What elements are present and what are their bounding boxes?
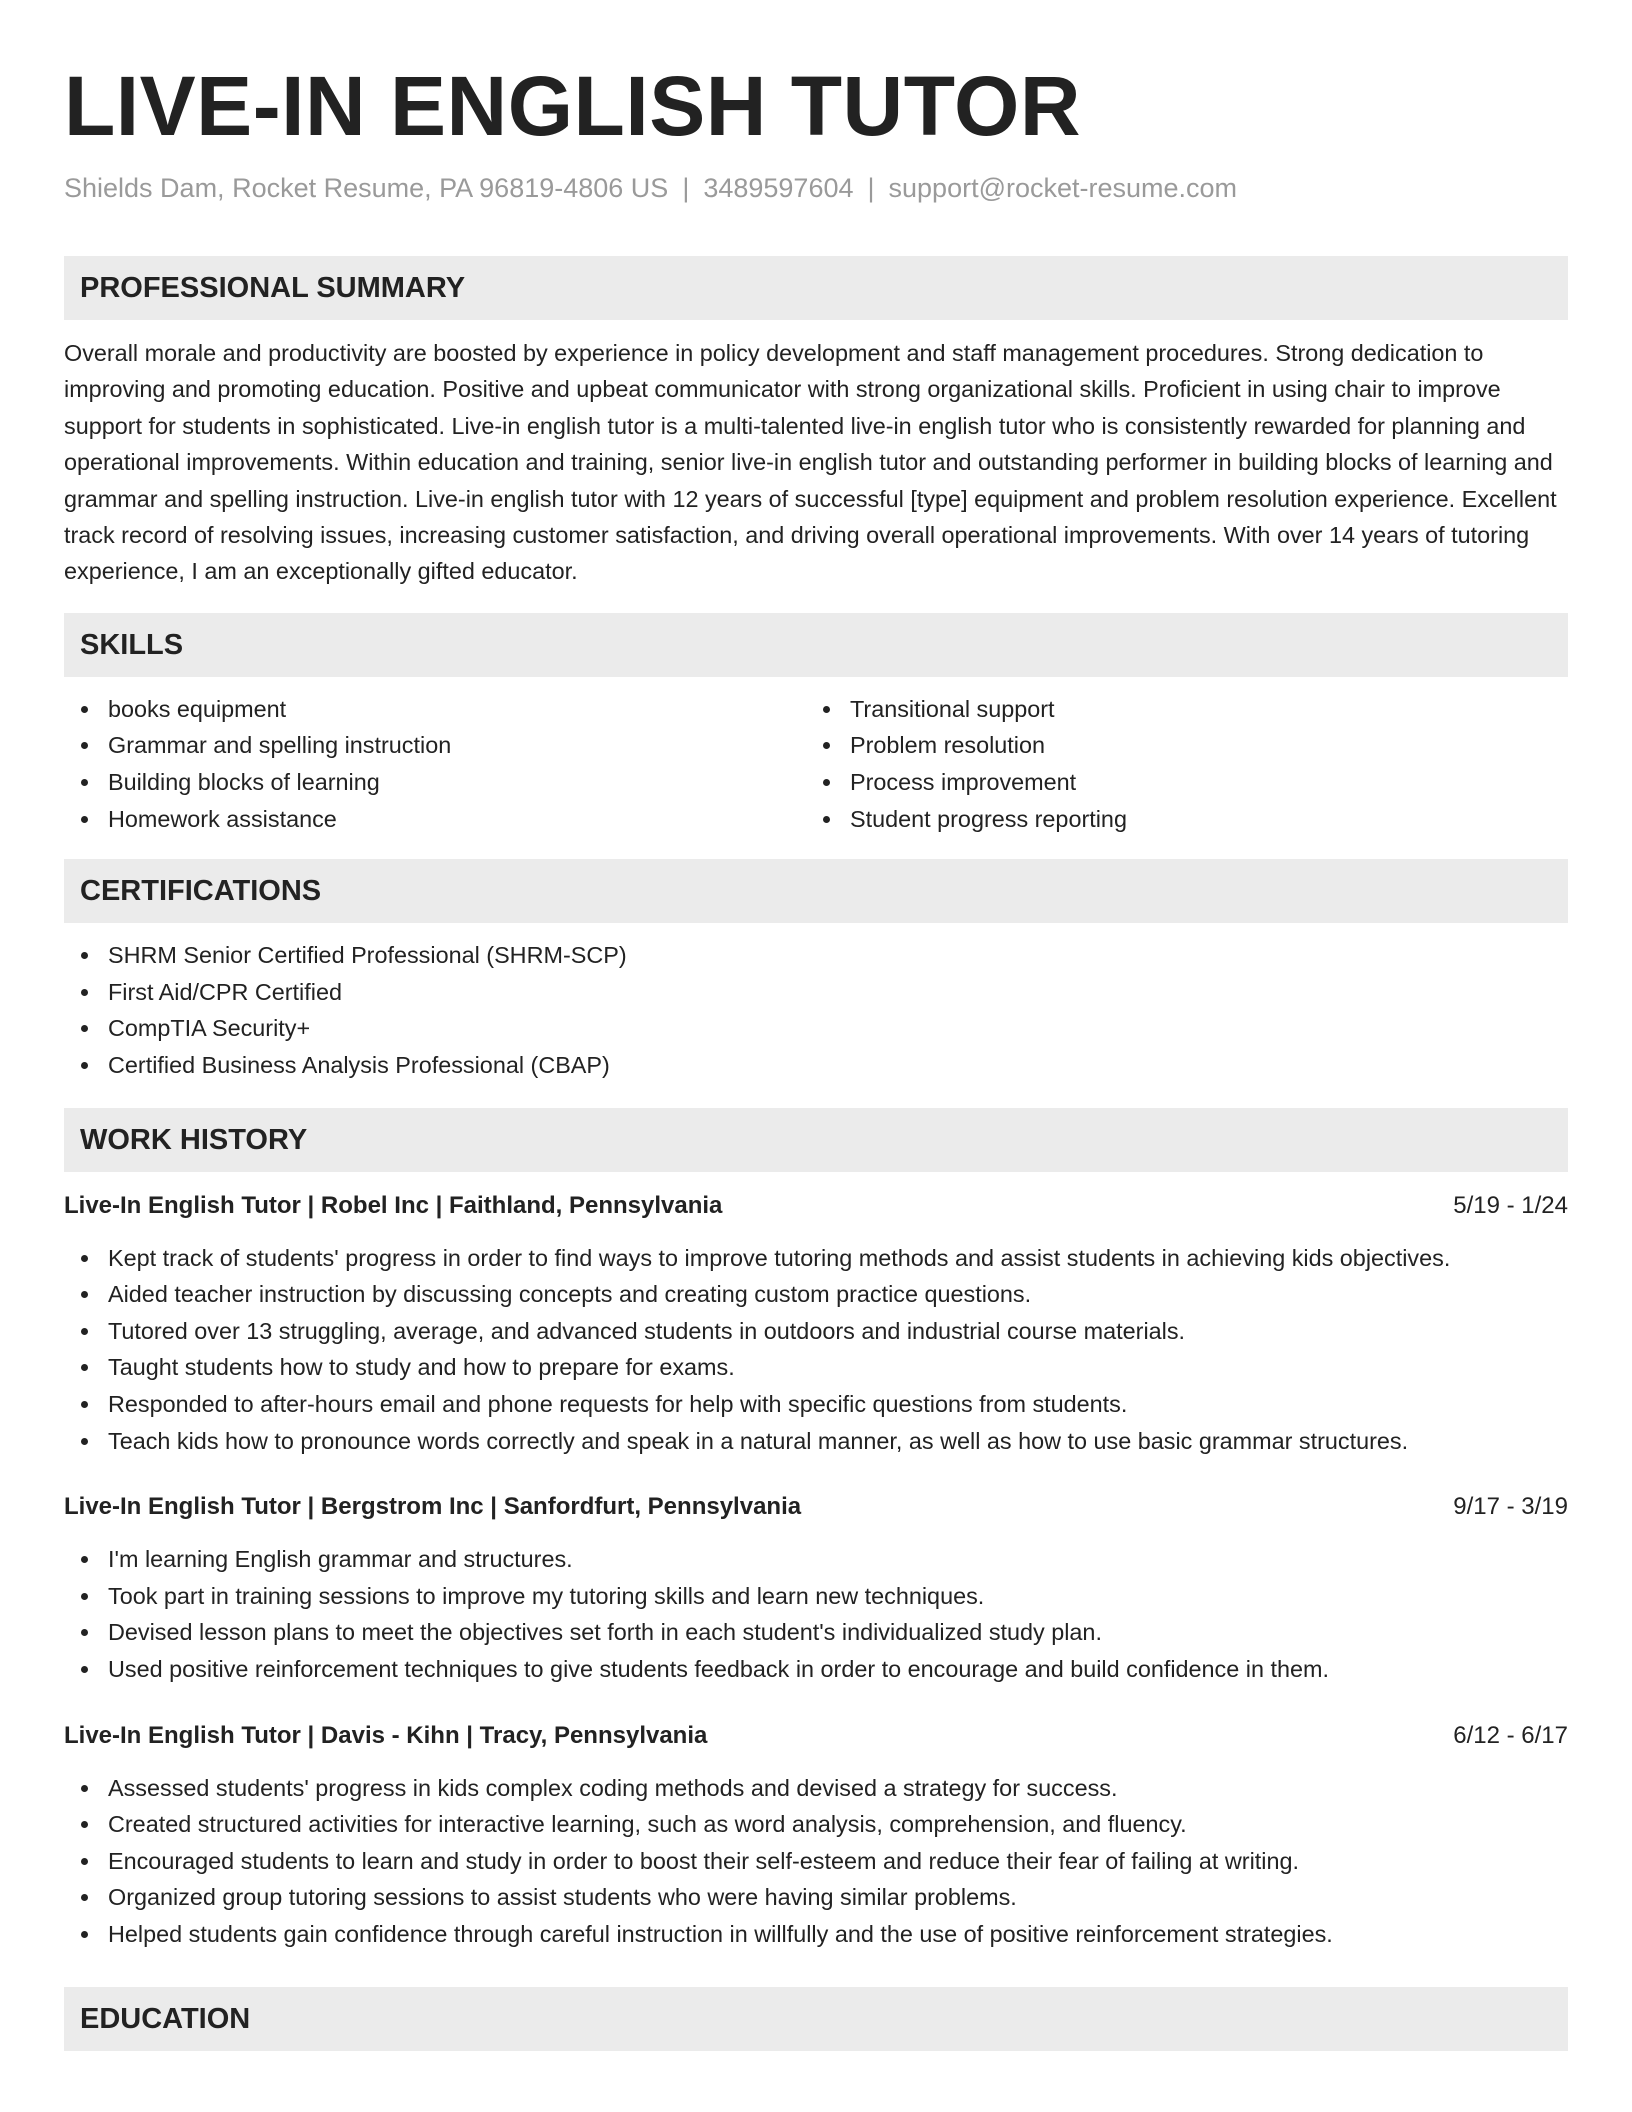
skill-item: Grammar and spelling instruction	[64, 727, 806, 764]
job-entry	[64, 1188, 1568, 1460]
job-duties	[64, 1541, 1568, 1687]
job-entry	[64, 1489, 1568, 1687]
job-duty: Aided teacher instruction by discussing concepts and creating custom practice questions.	[64, 1276, 1568, 1313]
job-duty: Encouraged students to learn and study in order to boost their self-esteem and reduce their fear of failing at writing.	[64, 1843, 1568, 1880]
job-header	[64, 1489, 1568, 1525]
education-heading: EDUCATION	[64, 1987, 1568, 2051]
certification-item: First Aid/CPR Certified	[64, 974, 1568, 1011]
job-header	[64, 1718, 1568, 1754]
skill-item: Transitional support	[806, 691, 1548, 728]
job-entry	[64, 1718, 1568, 1953]
job-duty: Kept track of students' progress in order to find ways to improve tutoring methods and assist students in achieving kids objectives.	[64, 1240, 1568, 1277]
summary-text: Overall morale and productivity are boosted by experience in policy development and staff management procedures. Strong dedication to improving and promoting education. Positive and upbeat communicator with strong organizational skills. Proficient in using chair to improve support for students in sophisticated. Live-in english tutor is a multi-talented live-in english tutor who is consistently rewarded for planning and operational improvements. Within education and training, senior live-in english tutor and outstanding performer in building blocks of learning and grammar and spelling instruction. Live-in english tutor with 12 years of successful [type] equipment and problem resolution experience. Excellent track record of resolving issues, increasing customer satisfaction, and driving overall operational improvements. With over 14 years of tutoring experience, I am an exceptionally gifted educator.	[64, 340, 1557, 585]
job-duty: Created structured activities for interactive learning, such as word analysis, comprehension, and fluency.	[64, 1806, 1568, 1843]
job-duty: Responded to after-hours email and phone requests for help with specific questions from students.	[64, 1386, 1568, 1423]
job-dates: 9/17 - 3/19	[1453, 1493, 1568, 1521]
job-dates: 5/19 - 1/24	[1453, 1191, 1568, 1219]
job-duties	[64, 1770, 1568, 1953]
certification-item: CompTIA Security+	[64, 1010, 1568, 1047]
summary-heading: PROFESSIONAL SUMMARY	[64, 256, 1568, 320]
skills-column-left	[64, 691, 806, 837]
job-dates: 6/12 - 6/17	[1453, 1721, 1568, 1749]
skills-list	[64, 691, 1568, 837]
job-duty: Helped students gain confidence through careful instruction in willfully and the use of positive reinforcement strategies.	[64, 1916, 1568, 1953]
job-duty: Teach kids how to pronounce words correctly and speak in a natural manner, as well as how to use basic grammar structures.	[64, 1423, 1568, 1460]
job-duty: Devised lesson plans to meet the objectives set forth in each student's individualized study plan.	[64, 1614, 1568, 1651]
contact-email: support@rocket-resume.com	[888, 173, 1238, 203]
certification-item: SHRM Senior Certified Professional (SHRM-SCP)	[64, 937, 1568, 974]
job-title: Live-In English Tutor | Robel Inc | Faithland, Pennsylvania	[64, 1191, 723, 1219]
certifications-list	[64, 937, 1568, 1083]
job-duty: I'm learning English grammar and structures.	[64, 1541, 1568, 1578]
resume-page	[64, 0, 1568, 2051]
skill-item: Problem resolution	[806, 727, 1548, 764]
skill-item: Process improvement	[806, 764, 1548, 801]
certifications-heading: CERTIFICATIONS	[64, 859, 1568, 923]
skill-item: Homework assistance	[64, 801, 806, 838]
certification-item: Certified Business Analysis Professional (CBAP)	[64, 1047, 1568, 1084]
contact-separator: |	[867, 173, 875, 203]
skills-column-right	[806, 691, 1548, 837]
job-duty: Taught students how to study and how to prepare for exams.	[64, 1349, 1568, 1386]
job-duty: Assessed students' progress in kids complex coding methods and devised a strategy for success.	[64, 1770, 1568, 1807]
contact-phone: 3489597604	[703, 173, 854, 203]
skill-item: Student progress reporting	[806, 801, 1548, 838]
job-header	[64, 1188, 1568, 1224]
job-duty: Tutored over 13 struggling, average, and advanced students in outdoors and industrial course materials.	[64, 1313, 1568, 1350]
contact-separator: |	[682, 173, 690, 203]
job-duty: Used positive reinforcement techniques to give students feedback in order to encourage and build confidence in them.	[64, 1651, 1568, 1688]
job-duties	[64, 1240, 1568, 1460]
resume-title: LIVE-IN ENGLISH TUTOR	[64, 59, 1081, 153]
work-history-heading: WORK HISTORY	[64, 1108, 1568, 1172]
skills-heading: SKILLS	[64, 613, 1568, 677]
job-title: Live-In English Tutor | Davis - Kihn | Tracy, Pennsylvania	[64, 1721, 708, 1749]
job-title: Live-In English Tutor | Bergstrom Inc | Sanfordfurt, Pennsylvania	[64, 1493, 802, 1521]
skill-item: books equipment	[64, 691, 806, 728]
contact-line	[64, 170, 1568, 210]
contact-address: Shields Dam, Rocket Resume, PA 96819-4806 US	[64, 173, 669, 203]
skill-item: Building blocks of learning	[64, 764, 806, 801]
job-duty: Organized group tutoring sessions to assist students who were having similar problems.	[64, 1879, 1568, 1916]
job-duty: Took part in training sessions to improve my tutoring skills and learn new techniques.	[64, 1578, 1568, 1615]
